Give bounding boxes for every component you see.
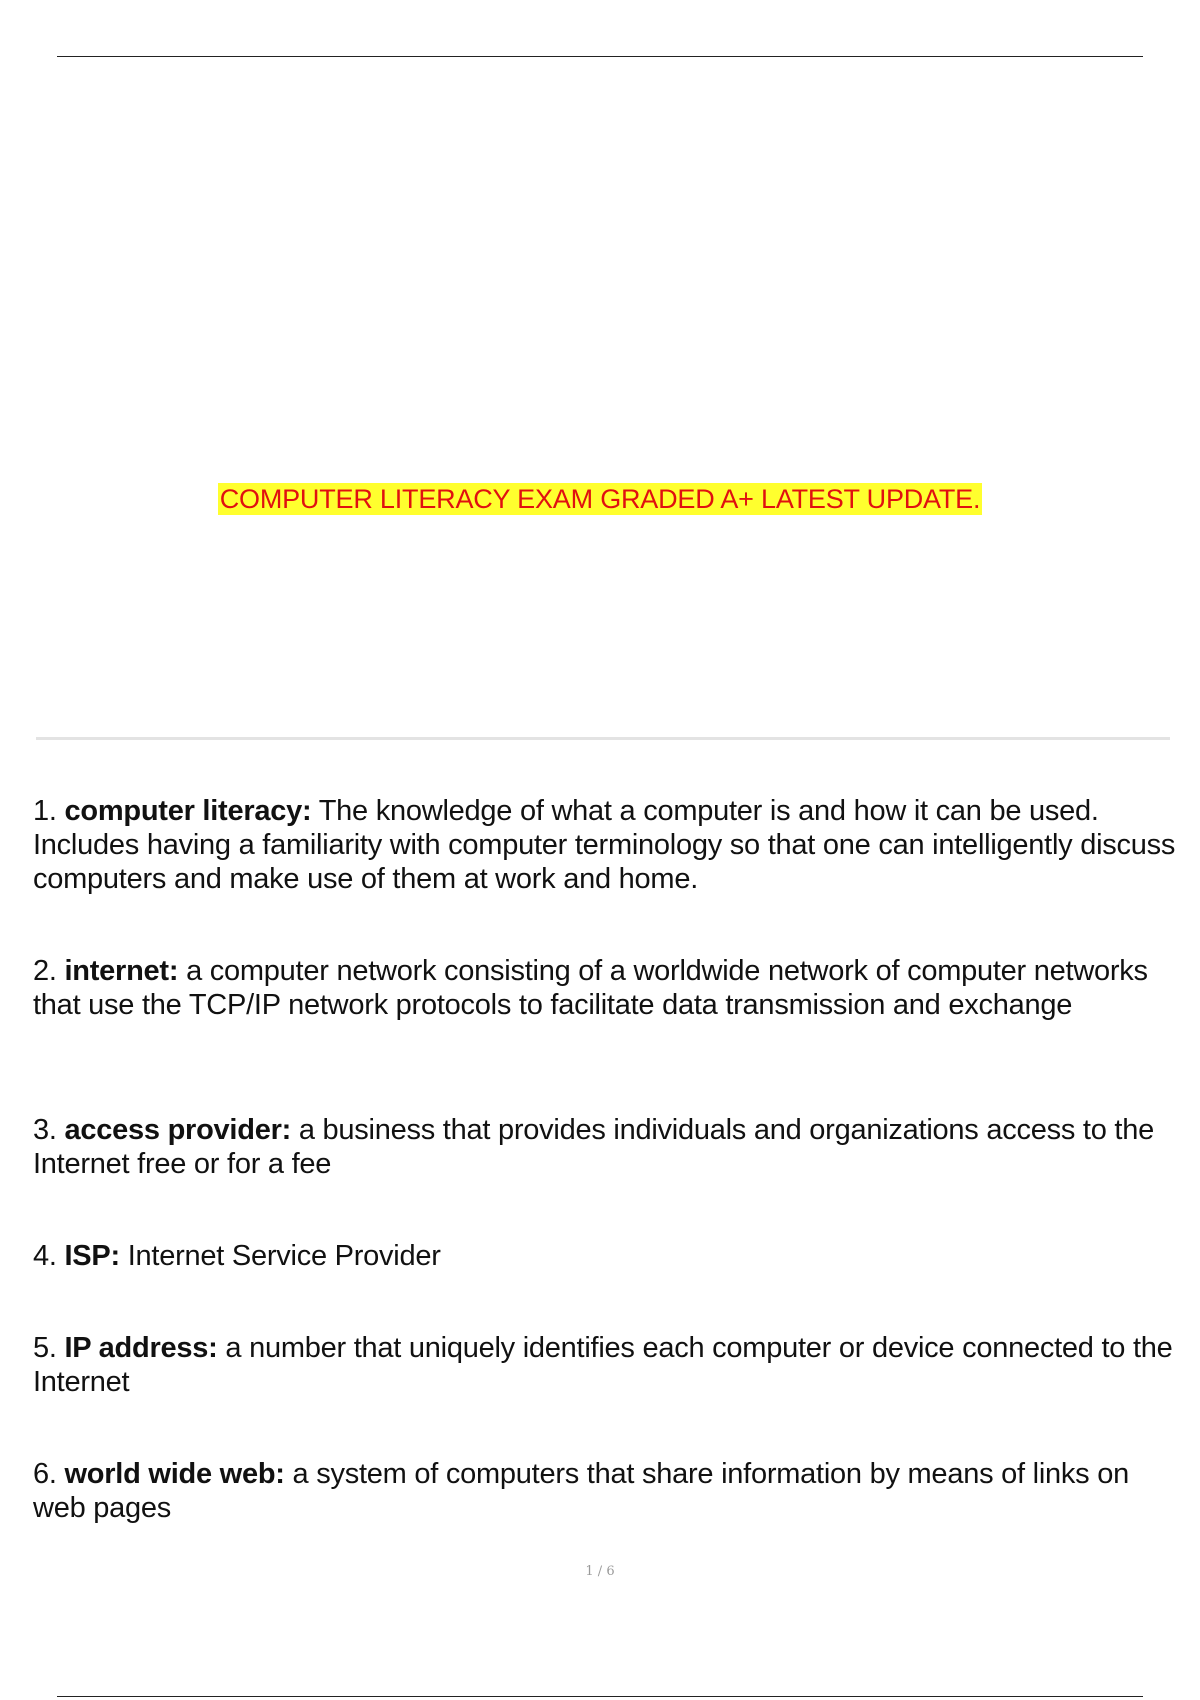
- top-border-line: [57, 56, 1143, 57]
- title-container: [0, 483, 1200, 515]
- term-definition: Internet Service Provider: [127, 1240, 441, 1272]
- term-item: [33, 1331, 1183, 1399]
- term-item: [33, 1457, 1183, 1525]
- page-indicator: 1 / 6: [585, 1564, 615, 1579]
- term-name: IP address:: [64, 1332, 218, 1364]
- term-number: 6.: [33, 1458, 57, 1490]
- term-item: [33, 954, 1183, 1022]
- term-name: world wide web:: [64, 1458, 285, 1490]
- term-item: [33, 794, 1183, 896]
- term-item: [33, 1239, 441, 1273]
- term-number: 5.: [33, 1332, 57, 1364]
- term-name: internet:: [64, 955, 179, 987]
- term-definition: a computer network consisting of a worldwide network of computer networks that use the TCP/IP network protocols to facilitate data transmission and exchange: [33, 955, 1148, 1021]
- term-definition: a business that provides individuals and organizations access to the Internet free or for a fee: [33, 1114, 1154, 1180]
- document-title: COMPUTER LITERACY EXAM GRADED A+ LATEST UPDATE.: [219, 484, 981, 514]
- term-item: [33, 1113, 1183, 1181]
- term-number: 2.: [33, 955, 57, 987]
- term-name: access provider:: [64, 1114, 292, 1146]
- term-definition: a number that uniquely identifies each computer or device connected to the Internet: [33, 1332, 1173, 1398]
- term-definition: The knowledge of what a computer is and how it can be used. Includes having a familiarity with computer terminology so that one can intelligently discuss computers and make use of them at work and home.: [33, 795, 1176, 895]
- term-number: 4.: [33, 1240, 57, 1272]
- section-divider: [36, 737, 1170, 740]
- term-number: 1.: [33, 795, 57, 827]
- bottom-border-line: [57, 1696, 1143, 1697]
- term-name: ISP:: [64, 1240, 120, 1272]
- term-definition: a system of computers that share information by means of links on web pages: [33, 1458, 1129, 1524]
- term-name: computer literacy:: [64, 795, 312, 827]
- term-number: 3.: [33, 1114, 57, 1146]
